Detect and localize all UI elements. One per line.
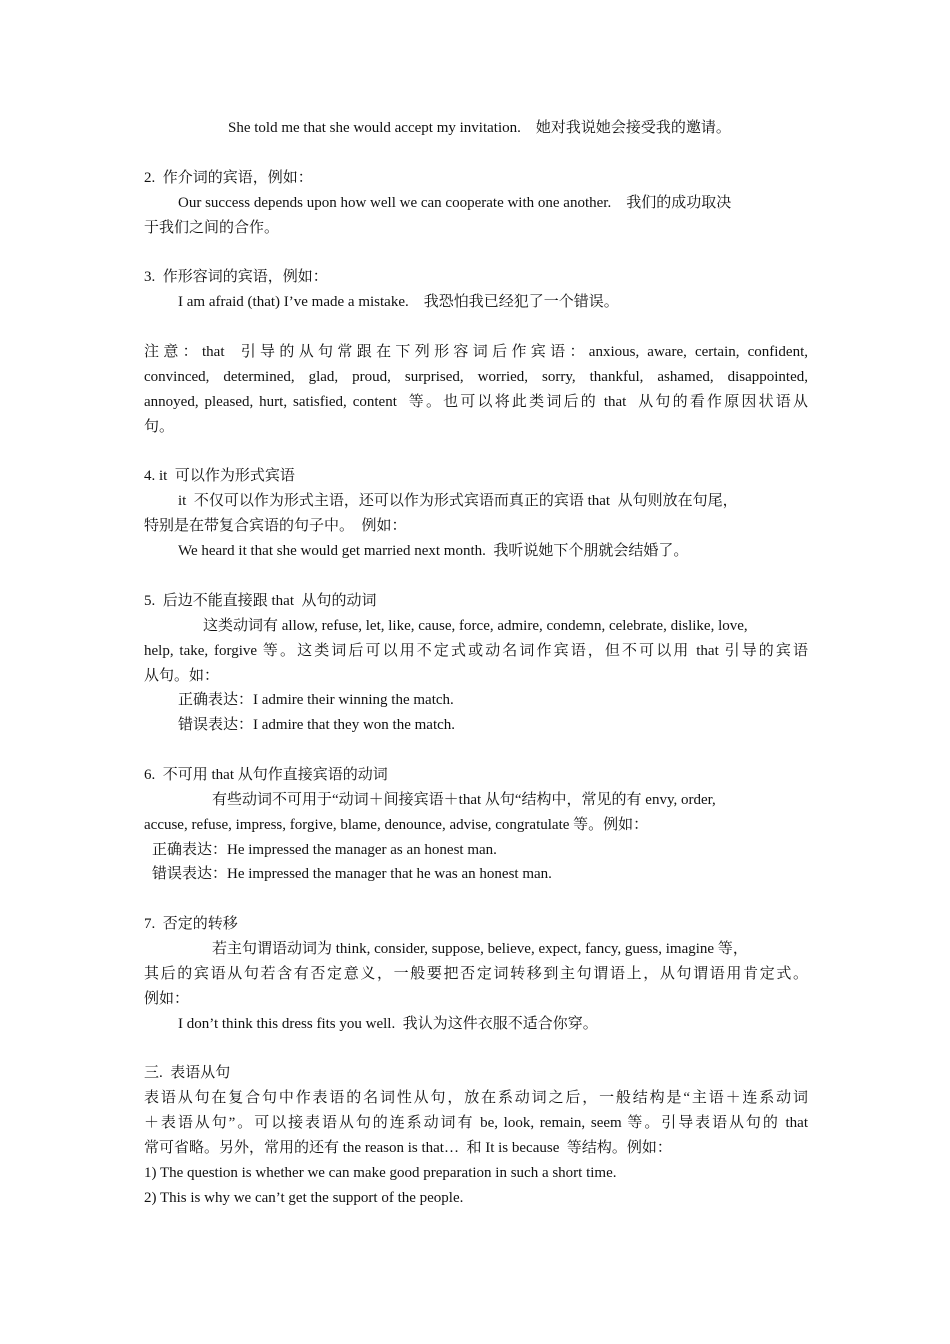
text-line: 常可省略。另外，常用的还有 the reason is that… 和 It is because 等结构。例如： (144, 1140, 672, 1156)
text-line: 例如： (144, 991, 190, 1007)
section-heading: 5. 后边不能直接跟 that 从句的动词 (144, 593, 377, 609)
text-line: 有些动词不可用于“动词＋间接宾语＋that 从句“结构中，常见的有 envy, order, (212, 792, 716, 808)
example-sentence: I am afraid (that) I’ve made a mistake. 我恐怕我已经犯了一个错误。 (178, 294, 619, 310)
section-heading: 2. 作介词的宾语，例如： (144, 170, 313, 186)
section-heading: 7. 否定的转移 (144, 916, 238, 932)
text-line: 表语从句在复合句中作表语的名词性从句，放在系动词之后，一般结构是“主语＋连系动词 (144, 1090, 808, 1106)
text-line: 特别是在带复合宾语的句子中。 例如： (144, 518, 407, 534)
text-line: ＋表语从句”。可以接表语从句的连系动词有 be, look, remain, seem 等。引导表语从句的 that (144, 1115, 808, 1131)
text-line: 从句。如： (144, 668, 220, 684)
correct-example: 正确表达：He impressed the manager as an honest man. (152, 842, 497, 858)
section-heading: 6. 不可用 that 从句作直接宾语的动词 (144, 767, 388, 783)
text-line: help, take, forgive 等。这类词后可以用不定式或动名词作宾语，但不可以用 that 引导的宾语 (144, 643, 808, 659)
correct-example: 正确表达：I admire their winning the match. (178, 692, 454, 708)
note-paragraph-line: 注意：that 引导的从句常跟在下列形容词后作宾语：anxious, aware, certain, confident, (144, 344, 808, 360)
section-heading: 三. 表语从句 (144, 1065, 231, 1081)
note-paragraph-line: annoyed, pleased, hurt, satisfied, content 等。也可以将此类词后的 that 从句的看作原因状语从 (144, 394, 808, 410)
wrong-example: 错误表达：I admire that they won the match. (178, 717, 456, 733)
section-heading: 4. it 可以作为形式宾语 (144, 468, 295, 484)
text-line: it 不仅可以作为形式主语，还可以作为形式宾语而真正的宾语 that 从句则放在句尾， (178, 493, 738, 509)
example-sentence: 2) This is why we can’t get the support of the people. (144, 1190, 464, 1206)
text-line: 其后的宾语从句若含有否定意义，一般要把否定词转移到主句谓语上，从句谓语用肯定式。 (144, 966, 808, 982)
example-sentence: She told me that she would accept my invitation. 她对我说她会接受我的邀请。 (228, 120, 731, 136)
note-paragraph-line: 句。 (144, 419, 175, 435)
text-line: 若主句谓语动词为 think, consider, suppose, believe, expect, fancy, guess, imagine 等， (212, 941, 748, 957)
example-sentence: 1) The question is whether we can make good preparation in such a short time. (144, 1165, 617, 1181)
text-line: 于我们之间的合作。 (144, 220, 280, 236)
wrong-example: 错误表达：He impressed the manager that he was an honest man. (152, 866, 552, 882)
text-line: 这类动词有 allow, refuse, let, like, cause, force, admire, condemn, celebrate, dislike, love, (203, 618, 748, 634)
section-heading: 3. 作形容词的宾语，例如： (144, 269, 328, 285)
example-sentence: Our success depends upon how well we can cooperate with one another. 我们的成功取决 (178, 195, 732, 211)
example-sentence: I don’t think this dress fits you well. 我认为这件衣服不适合你穿。 (178, 1016, 598, 1032)
example-sentence: We heard it that she would get married next month. 我听说她下个朋就会结婚了。 (178, 543, 689, 559)
text-line: accuse, refuse, impress, forgive, blame, denounce, advise, congratulate 等。例如： (144, 817, 649, 833)
note-paragraph-line: convinced, determined, glad, proud, surprised, worried, sorry, thankful, ashamed, disappointed, (144, 369, 808, 385)
